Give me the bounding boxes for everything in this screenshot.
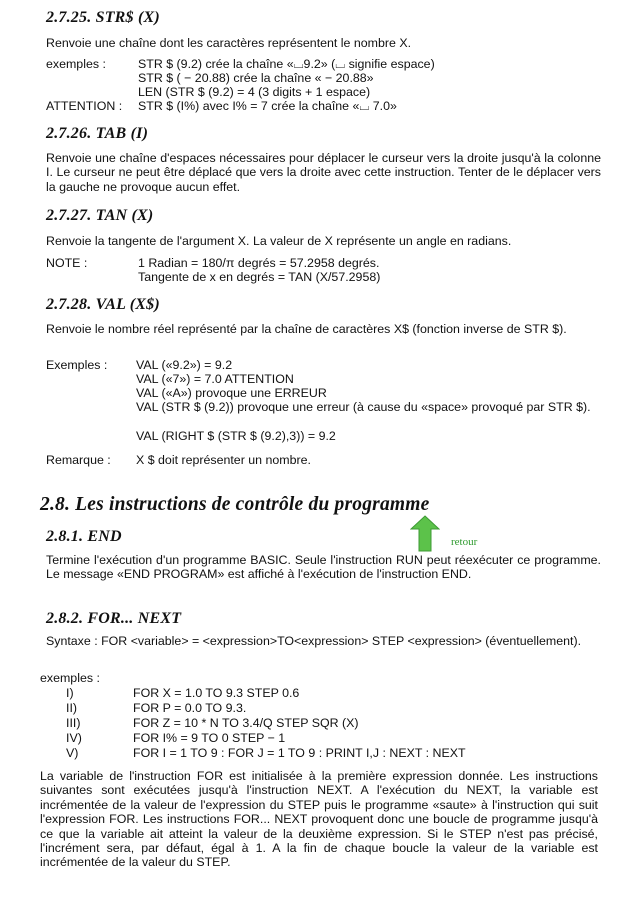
example-line: LEN (STR $ (9.2) = 4 (3 digits + 1 espace) (138, 85, 371, 99)
remarque-text: X $ doit représenter un nombre. (136, 453, 311, 467)
example-line: STR $ ( − 20.88) crée la chaîne « − 20.88» (138, 71, 374, 85)
attention-label: ATTENTION : (46, 99, 123, 113)
section-description: Renvoie la tangente de l'argument X. La valeur de X représente un angle en radians. (46, 234, 512, 248)
example-line: VAL («A») provoque une ERREUR (136, 386, 327, 400)
section-title-2-7-27: 2.7.27. TAN (X) (46, 207, 154, 224)
section-description: Renvoie une chaîne dont les caractères représentent le nombre X. (46, 36, 412, 50)
section-description: La variable de l'instruction FOR est initialisée à la première expression donnée. Les instructions suivantes sont exécutées jusqu'à l'instruction NEXT. A l'exécution du NEXT, la variable est incrémentée de la valeur de l'expression du STEP puis le programme «saute» à l'instruction qui suit l'expression FOR. Les instructions FOR... NEXT provoquent donc une boucle de programme jusqu'à ce que la variable ait atteint la valeur de la deuxième expression. Si le STEP n'est pas précisé, l'incrément sera, par défaut, égal à 1. A la fin de chaque boucle la valeur de la variable est incrémentée de la valeur du STEP. (40, 769, 598, 870)
example-line: VAL (RIGHT $ (STR $ (9.2),3)) = 9.2 (136, 429, 336, 443)
section-description: Renvoie le nombre réel représenté par la chaîne de caractères X$ (fonction inverse de STR $). (46, 322, 567, 336)
example-code: FOR I = 1 TO 9 : FOR J = 1 TO 9 : PRINT I,J : NEXT : NEXT (133, 746, 466, 760)
chapter-title-2-8: 2.8. Les instructions de contrôle du programme (40, 494, 430, 515)
section-title-2-7-28: 2.7.28. VAL (X$) (46, 296, 160, 313)
section-title-2-8-2: 2.8.2. FOR... NEXT (46, 610, 182, 627)
examples-label: exemples : (40, 671, 100, 685)
retour-link[interactable]: retour (451, 536, 478, 548)
example-line: VAL («7») = 7.0 ATTENTION (136, 372, 294, 386)
examples-label: Exemples : (46, 358, 108, 372)
syntax-line: Syntaxe : FOR <variable> = <expression>TO<expression> STEP <expression> (éventuellement). (46, 634, 582, 648)
remarque-label: Remarque : (46, 453, 111, 467)
section-title-2-8-1: 2.8.1. END (46, 528, 122, 545)
note-line: 1 Radian = 180/π degrés = 57.2958 degrés. (138, 256, 380, 270)
example-code: FOR X = 1.0 TO 9.3 STEP 0.6 (133, 686, 300, 700)
example-line: VAL (STR $ (9.2)) provoque une erreur (à cause du «space» provoqué par STR $). (136, 400, 591, 414)
example-code: FOR P = 0.0 TO 9.3. (133, 701, 247, 715)
examples-label: exemples : (46, 57, 106, 71)
section-title-2-7-26: 2.7.26. TAB (I) (46, 125, 149, 142)
example-code: FOR I% = 9 TO 0 STEP − 1 (133, 731, 286, 745)
example-number: I) (66, 686, 74, 700)
example-number: IV) (66, 731, 82, 745)
example-number: II) (66, 701, 78, 715)
section-description: Termine l'exécution d'un programme BASIC. Seule l'instruction RUN peut réexécuter ce programme. Le message «END PROGRAM» est affiché à l'exécution de l'instruction END. (46, 553, 601, 582)
example-number: V) (66, 746, 79, 760)
example-number: III) (66, 716, 81, 730)
note-line: Tangente de x en degrés = TAN (X/57.2958) (138, 270, 381, 284)
section-description: Renvoie une chaîne d'espaces nécessaires pour déplacer le curseur vers la droite jusqu'à la colonne I. Le curseur ne peut être déplacé que vers la droite avec cette instruction. Tenter de le déplacer vers la gauche ne provoque aucun effet. (46, 151, 601, 194)
up-arrow-icon[interactable] (410, 515, 440, 552)
example-line: VAL («9.2») = 9.2 (136, 358, 233, 372)
section-title-2-7-25: 2.7.25. STR$ (X) (46, 9, 160, 26)
example-line: STR $ (I%) avec I% = 7 crée la chaîne «⌴ 7.0» (138, 99, 397, 113)
example-code: FOR Z = 10 * N TO 3.4/Q STEP SQR (X) (133, 716, 359, 730)
note-label: NOTE : (46, 256, 88, 270)
example-line: STR $ (9.2) crée la chaîne «⌴9.2» (⌴ signifie espace) (138, 57, 435, 71)
